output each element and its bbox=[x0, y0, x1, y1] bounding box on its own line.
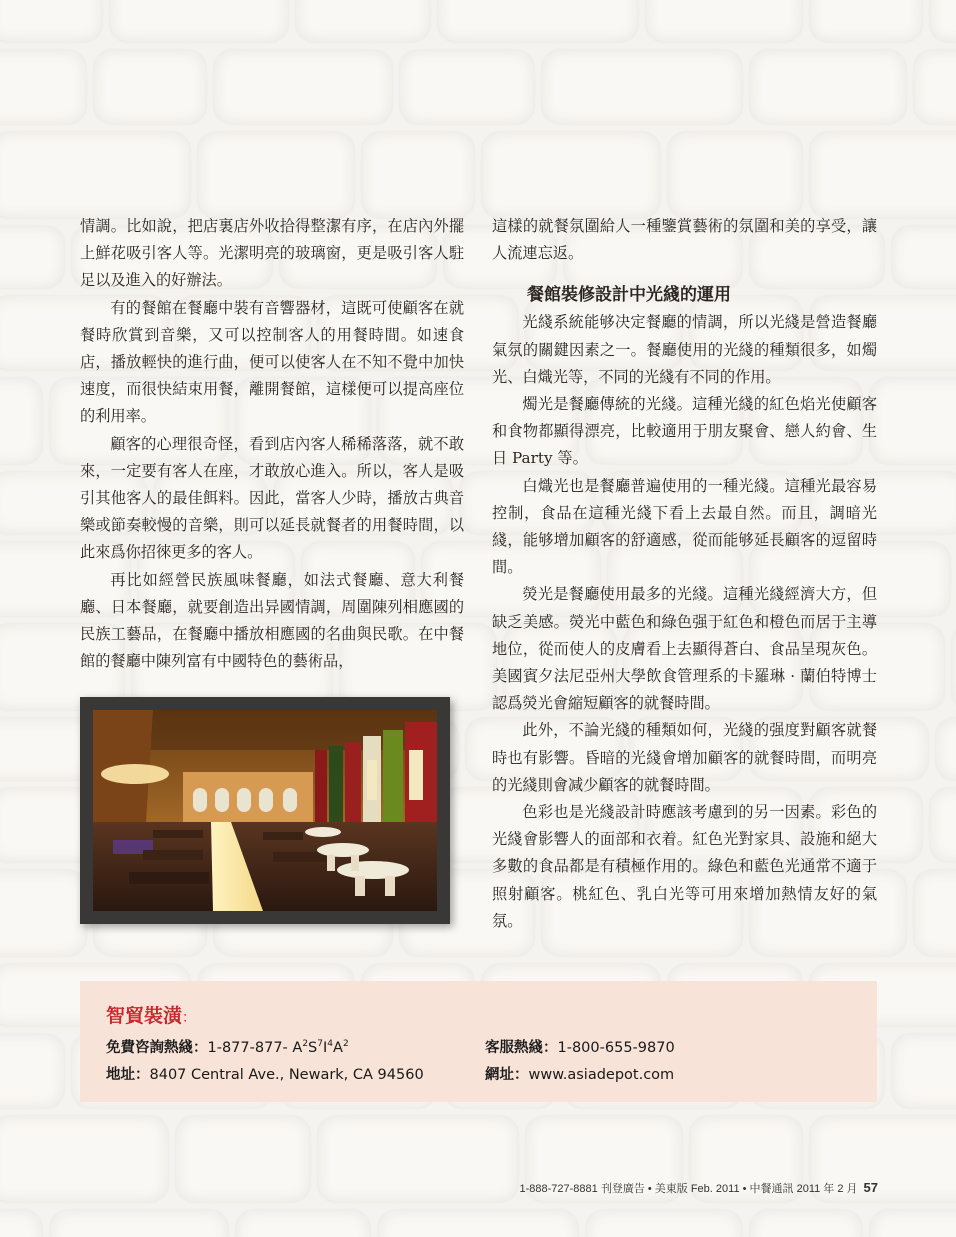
wall-stone bbox=[750, 1210, 862, 1237]
wall-stone bbox=[482, 132, 660, 218]
wall-stone bbox=[0, 870, 86, 956]
right-paragraph: 光綫系統能够决定餐廳的情調，所以光綫是營造餐廳氣氛的關鍵因素之一。餐廳使用的光綫的種類很多，如燭光、白熾光等，不同的光綫有不同的作用。 bbox=[492, 313, 877, 386]
wall-stone bbox=[542, 50, 742, 124]
wall-stone bbox=[236, 1210, 370, 1237]
hotline-value[interactable]: 1-877-877- $A^2S^7I^4A^2$ bbox=[207, 1039, 349, 1056]
wall-stone bbox=[50, 1210, 228, 1237]
wall-stone bbox=[0, 132, 190, 218]
left-column bbox=[80, 213, 464, 675]
right-paragraph: 色彩也是光綫設計時應該考慮到的另一因素。彩色的光綫會影響人的面部和衣着。紅色光對家具、設施和絕大多數的食品都是有積極作用的。綠色和藍色光通常不適于照射顧客。桃紅色、乳白光等可用來增加熱情友好的氣氛。 bbox=[492, 803, 877, 930]
wall-stone bbox=[892, 226, 956, 288]
section-heading: 餐館裝修設計中光綫的運用 bbox=[527, 285, 731, 306]
page-footer bbox=[470, 1180, 878, 1196]
wall-stone bbox=[94, 50, 206, 124]
right-column bbox=[492, 213, 877, 935]
website-line bbox=[485, 1063, 674, 1084]
wall-stone bbox=[914, 870, 956, 956]
right-paragraph: 白熾光也是餐廳普遍使用的一種光綫。這種光最容易控制，食品在這種光綫下看上去最自然。而且，調暗光綫，能够增加顧客的舒適感，從而能够延長顧客的逗留時間。 bbox=[492, 476, 877, 577]
wall-stone bbox=[810, 132, 956, 218]
wall-stone bbox=[438, 0, 638, 42]
company-name bbox=[106, 1001, 196, 1028]
wall-stone bbox=[198, 132, 354, 218]
left-paragraph: 顧客的心理很奇怪，看到店內客人稀稀落落，就不敢來，一定要有客人在座，才敢放心進入。所以，客人是吸引其他客人的最佳餌料。因此，當客人少時，播放古典音樂或節奏較慢的音樂，則可以延長就餐者的用餐時間，以此來爲你招徠更多的客人。 bbox=[80, 434, 464, 562]
wall-stone bbox=[400, 50, 534, 124]
hotline-line bbox=[106, 1036, 349, 1057]
right-paragraph: 熒光是餐廳使用最多的光綫。這種光綫經濟大方，但缺乏美感。熒光中藍色和綠色强于紅色和橙色而居于主導地位，從而使人的皮膚看上去顯得蒼白、食品呈現灰色。美國賓夕法尼亞州大學飲食管理系的卡羅琳 · 蘭伯特博士認爲熒光會縮短顧客的就餐時間。 bbox=[492, 585, 877, 713]
wall-stone bbox=[0, 1116, 168, 1202]
left-paragraph: 再比如經營民族風味餐廳，如法式餐廳、意大利餐廳、日本餐廳，就要創造出异國情調，周圍陳列相應國的民族工藝品，在餐廳中播放相應國的名曲與民歌。在中餐館的餐廳中陳列富有中國特色的藝術品， bbox=[80, 570, 464, 671]
wall-stone bbox=[0, 50, 86, 124]
wall-stone bbox=[892, 1034, 956, 1108]
service-label: 客服熱綫： bbox=[485, 1039, 558, 1056]
wall-stone bbox=[362, 132, 474, 218]
wall-stone bbox=[110, 0, 288, 42]
contact-panel bbox=[80, 981, 877, 1102]
wall-stone bbox=[0, 0, 102, 42]
wall-stone bbox=[936, 718, 956, 780]
wall-stone bbox=[810, 0, 922, 42]
wall-stone bbox=[0, 1210, 42, 1237]
right-paragraph: 此外，不論光綫的種類如何，光綫的强度對顧客就餐時也有影響。昏暗的光綫會增加顧客的就餐時間，而明亮的光綫則會减少顧客的就餐時間。 bbox=[492, 721, 877, 794]
website-link[interactable]: www.asiadepot.com bbox=[528, 1067, 675, 1083]
company-name-text: 智貿裝潢 bbox=[106, 1005, 183, 1027]
wall-stone bbox=[930, 0, 956, 42]
left-paragraph: 有的餐館在餐廳中裝有音響器材，這既可使顧客在就餐時欣賞到音樂，又可以控制客人的用餐時間。如速食店，播放輕快的進行曲，便可以使客人在不知不覺中加快速度，而很快結束用餐，離開餐館，這樣便可以提高座位的利用率。 bbox=[80, 298, 464, 426]
wall-stone bbox=[0, 378, 42, 464]
wall-stone bbox=[930, 788, 956, 862]
service-value[interactable]: 1-800-655-9870 bbox=[557, 1040, 675, 1056]
right-intro: 這樣的就餐氛圍給人一種鑒賞藝術的氛圍和美的享受，讓人流連忘返。 bbox=[492, 217, 877, 263]
service-line bbox=[485, 1036, 675, 1057]
wall-stone bbox=[750, 50, 906, 124]
wall-stone bbox=[378, 1210, 578, 1237]
page-number: 57 bbox=[863, 1180, 878, 1195]
wall-stone bbox=[176, 1116, 310, 1202]
company-colon: ： bbox=[182, 1010, 197, 1026]
wall-stone bbox=[296, 0, 430, 42]
address-label: 地址： bbox=[106, 1066, 150, 1083]
wall-stone bbox=[870, 1210, 956, 1237]
right-paragraph: 燭光是餐廳傳統的光綫。這種光綫的紅色焰光使顧客和食物都顯得漂亮，比較適用于朋友聚會、戀人約會、生日 Party 等。 bbox=[492, 395, 877, 468]
wall-stone bbox=[214, 50, 392, 124]
wall-stone bbox=[668, 132, 802, 218]
address-value: 8407 Central Ave., Newark, CA 94560 bbox=[149, 1067, 424, 1083]
wall-stone bbox=[914, 50, 956, 124]
footer-text: 1-888-727-8881 刊登廣告 • 美東版 Feb. 2011 • 中餐通訊 2011 年 2 月 bbox=[519, 1183, 858, 1195]
wall-stone bbox=[0, 226, 64, 288]
restaurant-photo-frame bbox=[80, 697, 450, 924]
left-paragraph: 情調。比如說，把店裏店外收拾得整潔有序，在店內外擺上鮮花吸引客人等。光潔明亮的玻璃窗，更是吸引客人駐足以及進入的好辦法。 bbox=[80, 217, 464, 290]
wall-stone bbox=[870, 378, 956, 464]
wall-stone bbox=[646, 0, 802, 42]
wall-stone bbox=[952, 624, 956, 710]
website-label: 網址： bbox=[485, 1066, 529, 1083]
restaurant-interior-photo bbox=[93, 710, 437, 911]
wall-stone bbox=[586, 1210, 742, 1237]
hotline-label: 免費咨詢熱綫： bbox=[106, 1039, 208, 1056]
address-line bbox=[106, 1063, 424, 1084]
wall-stone bbox=[0, 1034, 64, 1108]
